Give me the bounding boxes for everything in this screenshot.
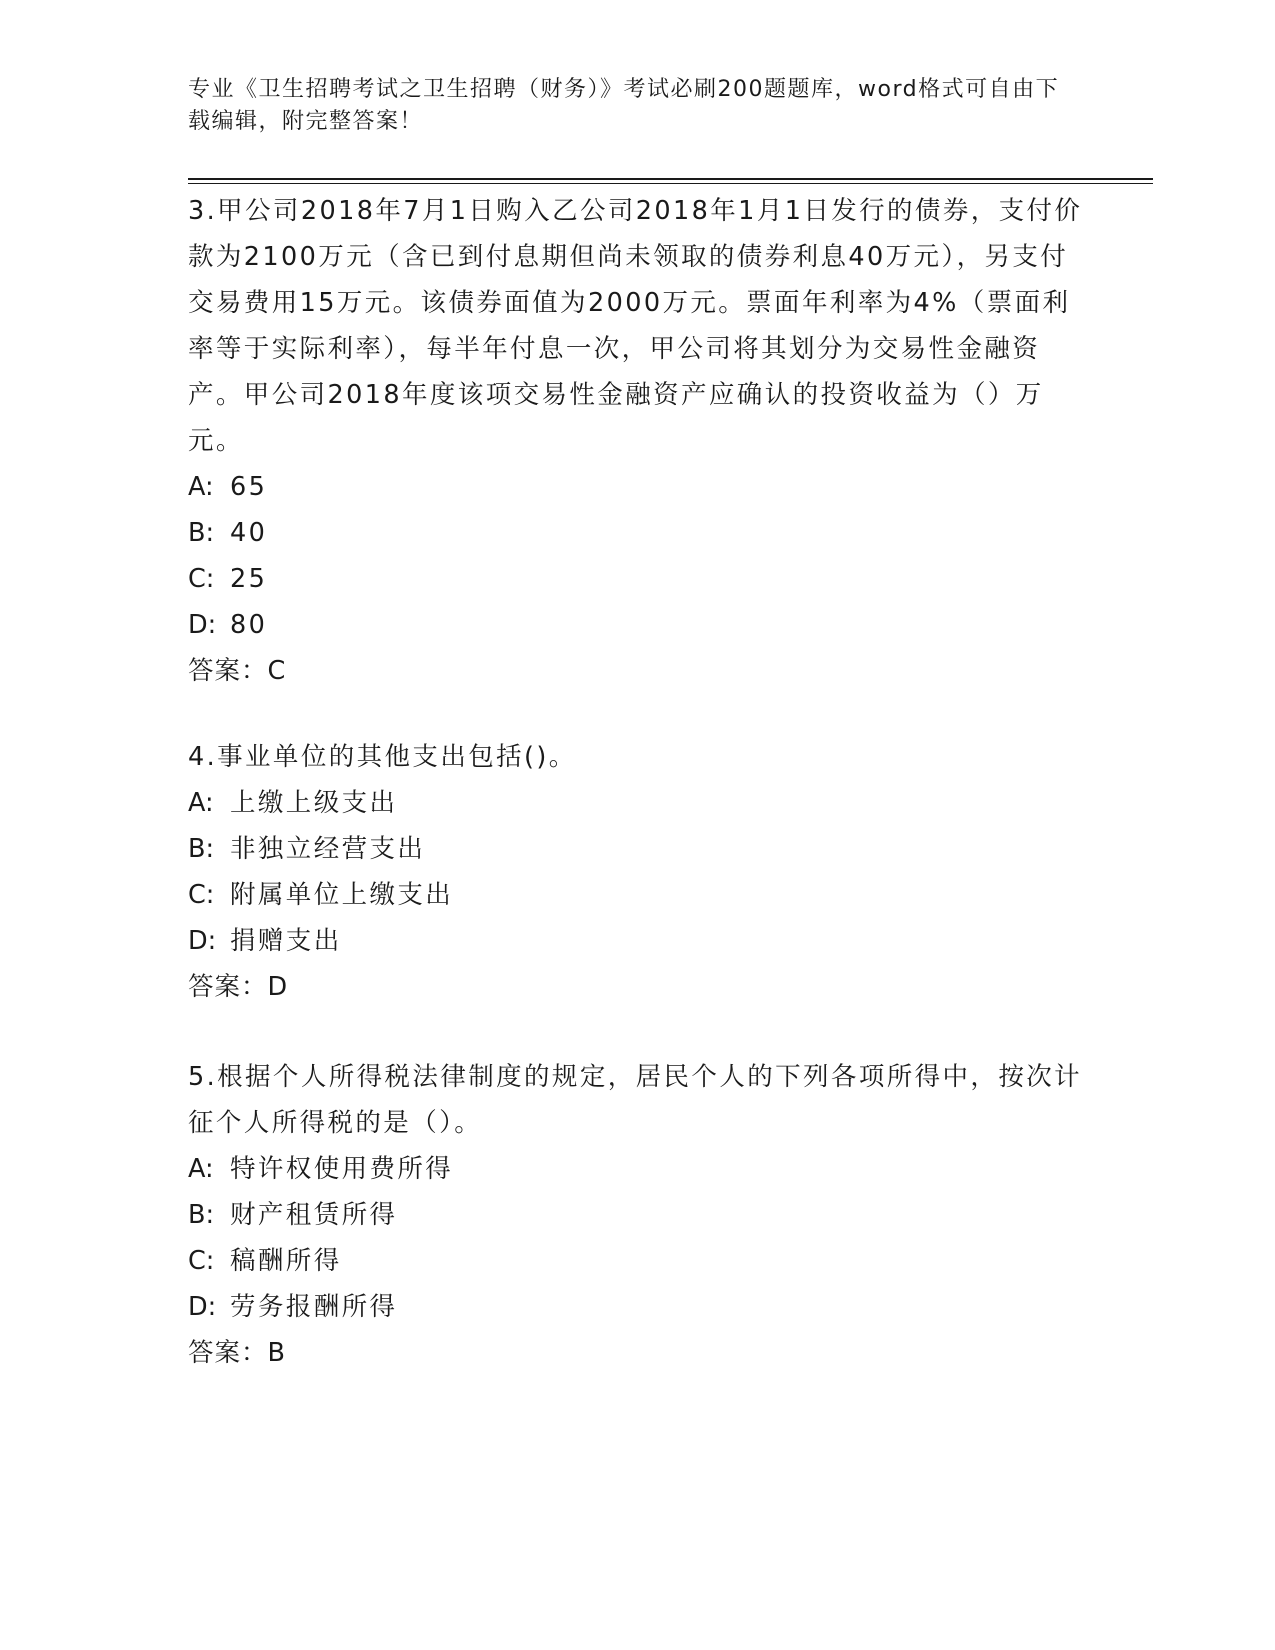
- option-text: 80: [230, 610, 268, 640]
- option-c: [188, 556, 1088, 602]
- option-key: A:: [188, 1154, 214, 1184]
- answer-line: 答案：B: [188, 1338, 286, 1368]
- option-key: B:: [188, 518, 215, 548]
- option-key: A:: [188, 472, 214, 502]
- option-b: [188, 1192, 1088, 1238]
- option-a: [188, 464, 1088, 510]
- option-key: C:: [188, 1246, 215, 1276]
- option-a: [188, 1146, 1088, 1192]
- answer-line: 答案：C: [188, 656, 287, 686]
- option-key: B:: [188, 834, 215, 864]
- option-b: [188, 826, 1088, 872]
- header-divider-thin: [188, 183, 1153, 184]
- option-text: 特许权使用费所得: [230, 1154, 454, 1184]
- answer-line: 答案：D: [188, 972, 289, 1002]
- question-block: [188, 734, 1088, 1010]
- option-d: [188, 918, 1088, 964]
- option-text: 非独立经营支出: [230, 834, 426, 864]
- option-d: [188, 1284, 1088, 1330]
- option-c: [188, 872, 1088, 918]
- question-stem: 3.甲公司2018年7月1日购入乙公司2018年1月1日发行的债券，支付价款为2100万元（含已到付息期但尚未领取的债券利息40万元），另支付交易费用15万元。该债券面值为2000万元。票面年利率为4%（票面利率等于实际利率），每半年付息一次，甲公司将其划分为交易性金融资产。甲公司2018年度该项交易性金融资产应确认的投资收益为（）万元。: [188, 196, 1083, 456]
- option-text: 劳务报酬所得: [230, 1292, 398, 1322]
- option-text: 财产租赁所得: [230, 1200, 398, 1230]
- question-block: [188, 1054, 1088, 1376]
- option-text: 上缴上级支出: [230, 788, 398, 818]
- option-key: A:: [188, 788, 214, 818]
- option-text: 25: [230, 564, 268, 594]
- option-b: [188, 510, 1088, 556]
- question-stem: 5.根据个人所得税法律制度的规定，居民个人的下列各项所得中，按次计征个人所得税的是（）。: [188, 1062, 1083, 1138]
- option-text: 附属单位上缴支出: [230, 880, 454, 910]
- option-d: [188, 602, 1088, 648]
- option-text: 捐赠支出: [230, 926, 342, 956]
- option-key: D:: [188, 1292, 217, 1322]
- option-text: 65: [230, 472, 268, 502]
- option-text: 稿酬所得: [230, 1246, 342, 1276]
- header-divider-thick: [188, 178, 1153, 180]
- option-c: [188, 1238, 1088, 1284]
- option-key: B:: [188, 1200, 215, 1230]
- question-block: [188, 188, 1088, 694]
- document-header: 专业《卫生招聘考试之卫生招聘（财务）》考试必刷200题题库，word格式可自由下载编辑，附完整答案！: [188, 77, 1060, 134]
- option-key: D:: [188, 610, 217, 640]
- option-text: 40: [230, 518, 268, 548]
- option-key: C:: [188, 880, 215, 910]
- option-a: [188, 780, 1088, 826]
- option-key: C:: [188, 564, 215, 594]
- question-stem: 4.事业单位的其他支出包括()。: [188, 742, 577, 772]
- option-key: D:: [188, 926, 217, 956]
